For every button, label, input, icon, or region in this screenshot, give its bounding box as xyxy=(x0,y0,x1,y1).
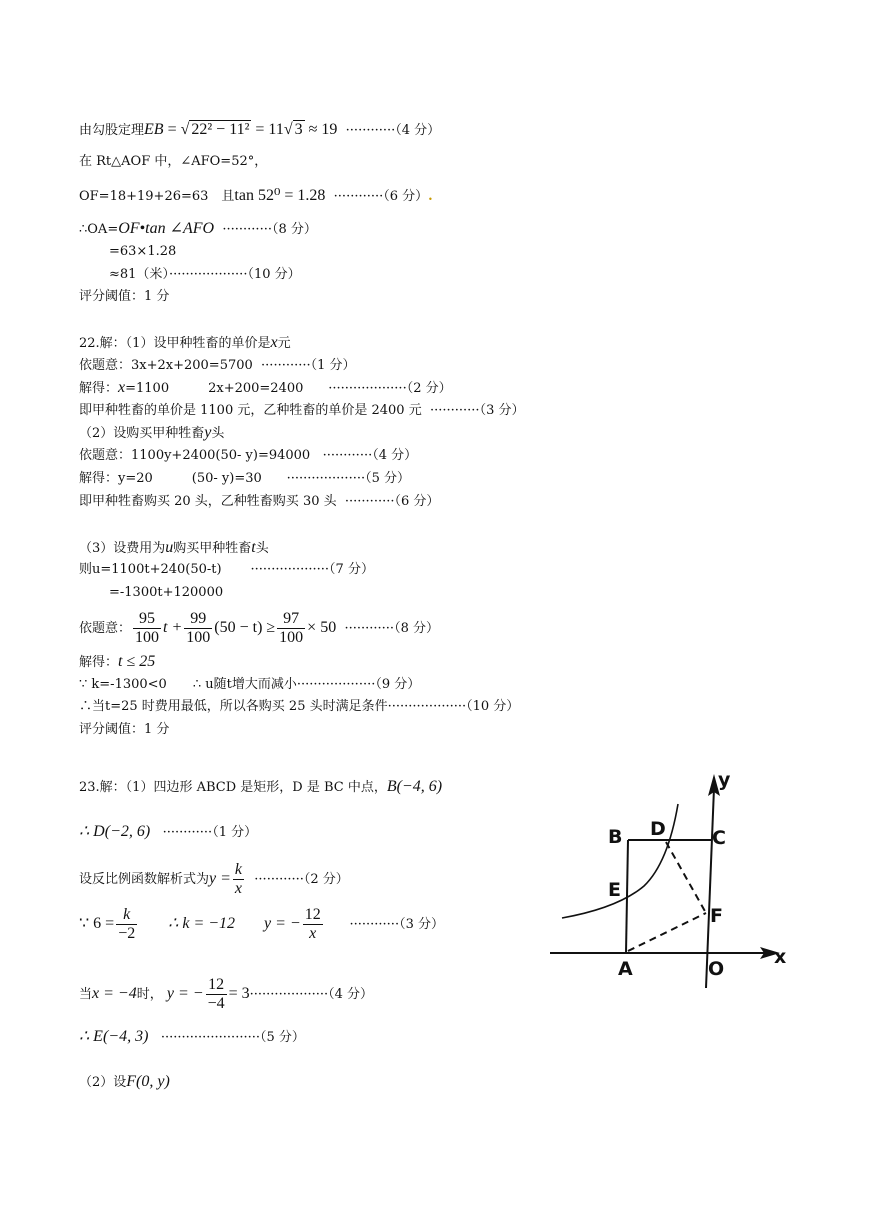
math: x xyxy=(270,334,278,351)
line-oa-calc xyxy=(109,242,176,262)
math: x = −4 xyxy=(92,985,137,1002)
math: ∴ k = −12 xyxy=(168,915,236,932)
leader-dots: ············ xyxy=(261,358,311,373)
q22-part2-intro xyxy=(79,423,224,444)
leader-dots: ············ xyxy=(222,222,272,237)
q22-part1-intro xyxy=(79,333,291,354)
denominator: 100 xyxy=(135,629,160,646)
numerator: 12 xyxy=(206,976,227,995)
text: 则u=1100t+240(50-t) xyxy=(79,562,222,577)
fraction xyxy=(133,610,161,647)
text: 解得： xyxy=(79,381,119,396)
text: ≈81（米） xyxy=(109,267,169,282)
label-b: B xyxy=(608,826,623,848)
line-threshold-2 xyxy=(79,720,169,740)
text: 解得： xyxy=(79,655,119,670)
math: y = − xyxy=(166,985,204,1002)
numerator: k xyxy=(116,906,137,925)
score: （4 分） xyxy=(395,123,441,138)
math: OF•tan ∠AFO xyxy=(118,220,215,237)
score: （4 分） xyxy=(328,987,374,1002)
sqrt-3: √ 3 xyxy=(283,121,303,138)
denominator: x xyxy=(309,925,317,942)
text: 评分阈值：1 分 xyxy=(79,722,170,737)
text: （3）设费用为 xyxy=(79,541,166,556)
leader-dots: ··················· xyxy=(250,562,330,577)
text: 解得：y=20 (50- y)=30 xyxy=(79,471,262,486)
math: F(0, y) xyxy=(126,1073,170,1090)
leader-dots: ··················· xyxy=(328,381,407,396)
score: （1 分） xyxy=(310,358,356,373)
text: （2）设购买甲种牲畜 xyxy=(79,426,205,441)
math: = xyxy=(163,121,181,138)
text: ∴当t=25 时费用最低，所以各购买 25 头时满足条件 xyxy=(79,699,388,714)
text: 时， xyxy=(136,987,163,1002)
text: 23.解：（1）四边形 ABCD 是矩形，D 是 BC 中点， xyxy=(79,780,387,795)
score: （3 分） xyxy=(399,917,444,932)
q22-monotonic xyxy=(79,675,420,695)
q22-cost-simplified xyxy=(109,583,223,603)
math: u xyxy=(165,539,174,556)
stray-mark: . xyxy=(428,189,433,204)
text: 即甲种牲畜的单价是 1100 元，乙种牲畜的单价是 2400 元 xyxy=(79,403,422,418)
q22-cost-function xyxy=(79,560,374,580)
leader-dots: ············ xyxy=(345,123,396,138)
q22-solve3 xyxy=(79,652,155,673)
leader-dots: ············ xyxy=(429,403,480,418)
leader-dots: ··················· xyxy=(296,677,376,692)
math: = 11 xyxy=(251,121,284,138)
leader-dots: ························ xyxy=(160,1030,260,1045)
fraction xyxy=(303,906,323,943)
leader-dots: ············ xyxy=(254,872,304,887)
denominator: x xyxy=(234,880,243,897)
q23-intro xyxy=(79,777,442,798)
text: =-1300t+120000 xyxy=(109,585,224,600)
leader-dots: ··················· xyxy=(168,267,248,282)
q22-answer1 xyxy=(79,401,524,421)
math: × 50 xyxy=(307,619,337,636)
leader-dots: ············ xyxy=(333,189,384,204)
label-y: y xyxy=(718,769,731,791)
math: y = xyxy=(209,870,231,887)
score: （2 分） xyxy=(303,872,349,887)
fraction xyxy=(116,906,137,943)
q22-inequality xyxy=(79,606,439,651)
dashed-df xyxy=(666,842,706,913)
sqrt-expr: √ 22² − 11² xyxy=(180,121,250,138)
score: （5 分） xyxy=(365,471,410,486)
leader-dots: ············ xyxy=(349,917,400,932)
text: ∴OA= xyxy=(79,222,119,237)
q22-conclusion xyxy=(79,697,519,717)
dashed-af xyxy=(628,913,706,951)
score: （6 分） xyxy=(383,189,429,204)
line-of-sum xyxy=(79,186,433,207)
text: 当 xyxy=(79,987,93,1002)
leader-dots: ············ xyxy=(344,621,395,636)
score: （4 分） xyxy=(372,448,418,463)
leader-dots: ··················· xyxy=(249,987,329,1002)
q23-point-e xyxy=(79,1027,305,1048)
label-o: O xyxy=(708,958,725,980)
leader-dots: ············ xyxy=(162,825,213,840)
fraction xyxy=(277,610,305,647)
line-eb-pythagoras xyxy=(79,120,440,141)
line-oa xyxy=(79,219,317,240)
math: ∴ D(−2, 6) xyxy=(79,823,151,840)
denominator: −4 xyxy=(207,995,225,1012)
text: 元 xyxy=(277,336,291,351)
text: 依题意： xyxy=(79,621,132,636)
label-f: F xyxy=(710,905,723,927)
text: 22.解：（1）设甲种牲畜的单价是 xyxy=(79,336,271,351)
score: （6 分） xyxy=(394,494,440,509)
fraction xyxy=(206,976,227,1013)
score: （5 分） xyxy=(260,1030,305,1045)
math: ∵ 6 = xyxy=(79,915,115,932)
score: （2 分） xyxy=(406,381,452,396)
text: 在 Rt△AOF 中，∠AFO=52°， xyxy=(79,154,268,169)
q22-solve xyxy=(79,378,452,399)
text: ∵ k=-1300<0 ∴ u随t增大而减小 xyxy=(79,677,297,692)
text: =1100 2x+200=2400 xyxy=(125,381,304,396)
q22-solve2 xyxy=(79,469,410,489)
radicand: 22² − 11² xyxy=(191,121,250,138)
score: （8 分） xyxy=(394,621,439,636)
q23-solve-k xyxy=(79,902,444,947)
math: y xyxy=(204,424,212,441)
score: （10 分） xyxy=(247,267,301,282)
math: tan 52⁰ = 1.28 xyxy=(234,187,326,204)
text: （2）设 xyxy=(79,1075,127,1090)
q22-equation2 xyxy=(79,446,417,466)
score: （7 分） xyxy=(329,562,374,577)
label-c: C xyxy=(712,827,726,849)
text: OF=18+19+26=63 且 xyxy=(79,189,235,204)
math: EB xyxy=(144,121,164,138)
q23-point-d xyxy=(79,822,257,843)
math: t xyxy=(251,539,256,556)
q22-equation xyxy=(79,356,356,376)
math: ∴ E(−4, 3) xyxy=(79,1028,149,1045)
text: 依题意：3x+2x+200=5700 xyxy=(79,358,253,373)
text: 评分阈值：1 分 xyxy=(79,289,170,304)
leader-dots: ··················· xyxy=(286,471,366,486)
math: t + xyxy=(163,619,183,636)
numerator: 99 xyxy=(184,610,212,629)
math: t ≤ 25 xyxy=(118,653,156,670)
label-e: E xyxy=(608,879,621,901)
q23-function-form xyxy=(79,857,349,902)
denominator: 100 xyxy=(186,629,211,646)
score: （10 分） xyxy=(466,699,520,714)
math: B(−4, 6) xyxy=(386,778,443,795)
q22-part3-intro xyxy=(79,538,269,559)
math: (50 − t) ≥ xyxy=(214,619,276,636)
text: 设反比例函数解析式为 xyxy=(79,872,210,887)
math: y = − xyxy=(263,915,301,932)
q23-point-e-calc xyxy=(79,972,373,1017)
text: =63×1.28 xyxy=(109,244,177,259)
leader-dots: ··················· xyxy=(387,699,467,714)
text: 由勾股定理 xyxy=(79,123,145,138)
leader-dots: ············ xyxy=(344,494,395,509)
text: 购买甲种牲畜 xyxy=(173,541,252,556)
label-d: D xyxy=(650,818,666,840)
math: x xyxy=(118,379,126,396)
numerator: 97 xyxy=(277,610,305,629)
text: 即甲种牲畜购买 20 头，乙种牲畜购买 30 头 xyxy=(79,494,337,509)
score: （1 分） xyxy=(212,825,258,840)
leader-dots: ············ xyxy=(322,448,373,463)
score: （9 分） xyxy=(375,677,421,692)
score: （3 分） xyxy=(479,403,525,418)
fraction xyxy=(233,861,244,898)
text: 头 xyxy=(211,426,225,441)
denominator: −2 xyxy=(118,925,136,942)
q22-answer2 xyxy=(79,492,439,512)
numerator: k xyxy=(234,861,243,878)
math: = 3 xyxy=(228,985,250,1002)
denominator: 100 xyxy=(279,629,304,646)
text: 依题意：1100y+2400(50- y)=94000 xyxy=(79,448,311,463)
numerator: 95 xyxy=(133,610,161,629)
q23-part2-intro xyxy=(79,1072,170,1093)
line-threshold-1 xyxy=(79,287,169,307)
score: （8 分） xyxy=(271,222,317,237)
coordinate-figure xyxy=(548,768,798,993)
numerator: 12 xyxy=(304,906,321,923)
line-oa-result xyxy=(109,265,301,285)
label-x: x xyxy=(774,946,787,968)
line-rt-triangle xyxy=(79,152,267,172)
label-a: A xyxy=(618,958,633,980)
math: ≈ 19 xyxy=(304,121,338,138)
radicand: 3 xyxy=(294,121,303,138)
fraction xyxy=(184,610,212,647)
text: 头 xyxy=(255,541,269,556)
